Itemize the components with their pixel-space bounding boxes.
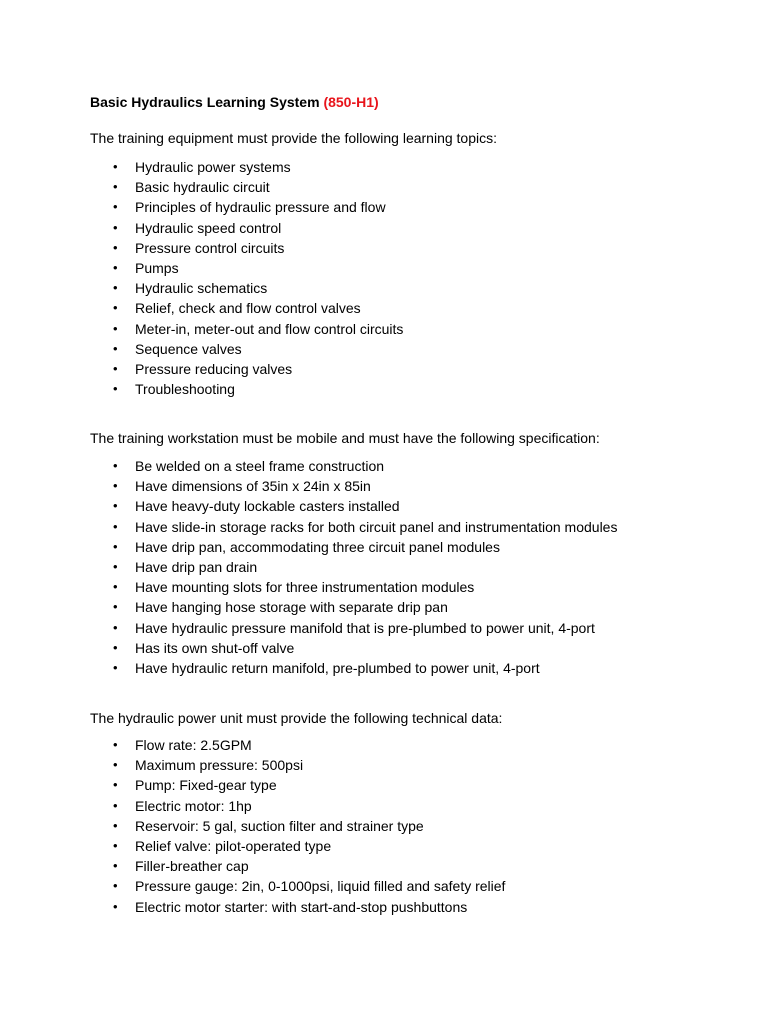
list-item-text: Electric motor: 1hp [135, 797, 252, 814]
bullet-icon: • [113, 259, 118, 275]
list-item-text: Principles of hydraulic pressure and flow [135, 199, 386, 216]
section-1-intro: The training equipment must provide the following learning topics: [90, 130, 498, 146]
list-item-text: Have dimensions of 35in x 24in x 85in [135, 478, 371, 495]
list-item-text: Pump: Fixed-gear type [135, 777, 277, 794]
bullet-icon: • [113, 360, 118, 376]
list-item-text: Hydraulic speed control [135, 219, 282, 236]
list-item-text: Pressure reducing valves [135, 360, 293, 377]
list-item-text: Electric motor starter: with start-and-stop pushbuttons [135, 898, 468, 915]
list-item-text: Be welded on a steel frame construction [135, 458, 385, 474]
bullet-icon: • [113, 878, 118, 894]
list-item-text: Meter-in, meter-out and flow control circuits [135, 320, 404, 337]
title-code: (850-H1) [323, 94, 379, 110]
bullet-icon: • [113, 518, 118, 534]
bullet-icon: • [113, 478, 118, 494]
list-item-text: Pumps [135, 259, 179, 276]
bullet-icon: • [113, 498, 118, 514]
list-item-text: Reservoir: 5 gal, suction filter and strainer type [135, 817, 424, 834]
section-2-intro: The training workstation must be mobile and must have the following specification: [90, 430, 600, 446]
list-item-text: Have hydraulic pressure manifold that is pre-plumbed to power unit, 4-port [135, 619, 595, 636]
list-item-text: Basic hydraulic circuit [135, 179, 270, 196]
list-item-text: Flow rate: 2.5GPM [135, 737, 252, 753]
bullet-icon: • [113, 599, 118, 615]
list-item-text: Has its own shut-off valve [135, 639, 295, 656]
bullet-icon: • [113, 797, 118, 813]
bullet-icon: • [113, 757, 118, 773]
list-item-text: Have drip pan drain [135, 558, 258, 575]
bullet-icon: • [113, 280, 118, 296]
list-item-text: Have mounting slots for three instrumentation modules [135, 579, 475, 596]
list-item-text: Relief valve: pilot-operated type [135, 837, 332, 854]
list-item-text: Troubleshooting [135, 381, 235, 398]
bullet-icon: • [113, 199, 118, 215]
bullet-icon: • [113, 159, 118, 174]
bullet-icon: • [113, 777, 118, 793]
list-item-text: Relief, check and flow control valves [135, 300, 361, 317]
bullet-icon: • [113, 458, 118, 473]
bullet-icon: • [113, 817, 118, 833]
bullet-icon: • [113, 320, 118, 336]
bullet-icon: • [113, 538, 118, 554]
list-item-text: Have heavy-duty lockable casters installed [135, 498, 400, 515]
list-item-text: Pressure control circuits [135, 239, 285, 256]
bullet-icon: • [113, 179, 118, 195]
list-item-text: Maximum pressure: 500psi [135, 757, 304, 774]
title-main: Basic Hydraulics Learning System [90, 94, 320, 110]
bullet-icon: • [113, 579, 118, 595]
bullet-icon: • [113, 381, 118, 397]
list-item-text: Sequence valves [135, 340, 242, 357]
section-3-intro: The hydraulic power unit must provide the following technical data: [90, 710, 503, 726]
bullet-icon: • [113, 300, 118, 316]
bullet-icon: • [113, 837, 118, 853]
bullet-icon: • [113, 737, 118, 752]
bullet-icon: • [113, 219, 118, 235]
bullet-icon: • [113, 858, 118, 874]
document-title [90, 93, 379, 111]
list-item-text: Have hanging hose storage with separate drip pan [135, 599, 448, 616]
list-item-text: Hydraulic schematics [135, 280, 268, 297]
bullet-icon: • [113, 558, 118, 574]
bullet-icon: • [113, 239, 118, 255]
list-item-text: Hydraulic power systems [135, 159, 291, 175]
bullet-icon: • [113, 898, 118, 914]
list-item-text: Have slide-in storage racks for both circuit panel and instrumentation modules [135, 518, 618, 535]
list-item-text: Have drip pan, accommodating three circuit panel modules [135, 538, 500, 555]
bullet-icon: • [113, 659, 118, 675]
list-item-text: Pressure gauge: 2in, 0-1000psi, liquid filled and safety relief [135, 878, 506, 895]
bullet-icon: • [113, 619, 118, 635]
list-item-text: Have hydraulic return manifold, pre-plumbed to power unit, 4-port [135, 659, 540, 676]
bullet-icon: • [113, 340, 118, 356]
bullet-icon: • [113, 639, 118, 655]
list-item-text: Filler-breather cap [135, 858, 249, 875]
